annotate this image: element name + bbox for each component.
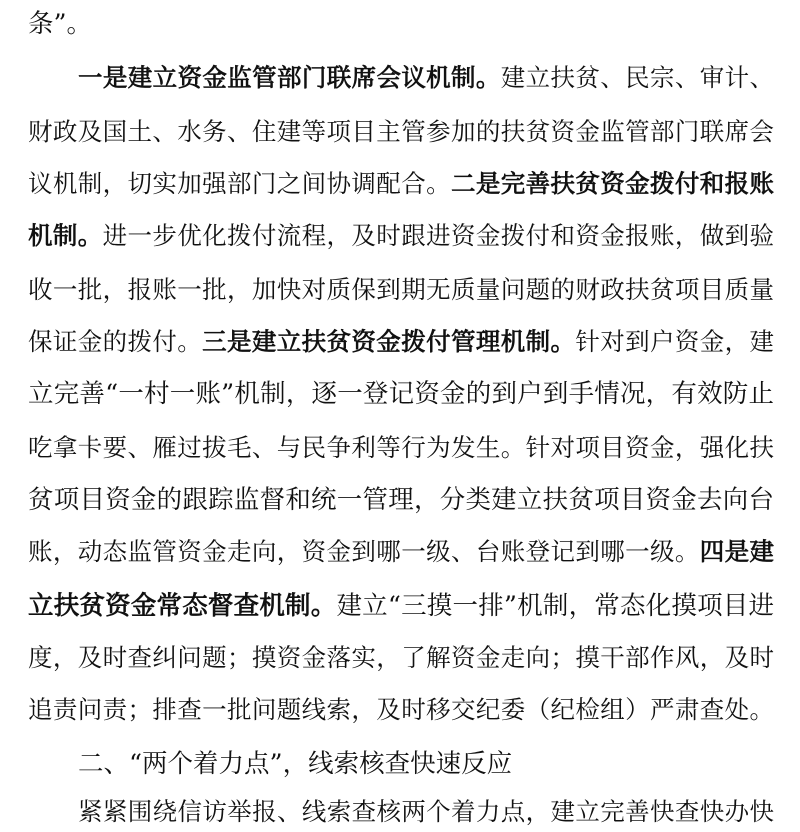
text-run: 条”。 — [28, 9, 93, 39]
text-line-4 — [28, 164, 774, 204]
text-run: 追责问责；排查一批问题线索，及时移交纪委（纪检组）严肃查处。 — [28, 695, 774, 724]
bold-heading-run: 二是完善扶贫资金拨付和报账 — [450, 169, 775, 198]
text-line-5 — [28, 216, 774, 256]
text-run: 紧紧围绕信访举报、线索查核两个着力点，建立完善快查快办快 — [78, 797, 774, 826]
text-line-3 — [28, 112, 774, 152]
text-line-9 — [28, 428, 774, 468]
text-run: 建立扶贫、民宗、审计、 — [500, 63, 774, 92]
bold-heading-run: 四是建 — [699, 537, 775, 566]
text-run: 度，及时查纠问题；摸资金落实，了解资金走向；摸干部作风，及时 — [28, 643, 774, 672]
text-run: 进一步优化拨付流程，及时跟进资金拨付和资金报账，做到验 — [102, 221, 774, 250]
text-run: 建立“三摸一排”机制，常态化摸项目进 — [336, 591, 774, 621]
bold-heading-run: 立扶贫资金常态督查机制。 — [28, 591, 337, 621]
text-run: 吃拿卡要、雁过拔毛、与民争利等行为发生。针对项目资金，强化扶 — [28, 433, 774, 462]
text-run: 议机制，切实加强部门之间协调配合。 — [28, 169, 451, 198]
text-line-13 — [28, 638, 774, 678]
text-line-8 — [28, 374, 774, 414]
text-line-1 — [28, 4, 774, 44]
text-run: 针对到户资金，建 — [575, 327, 775, 356]
text-run: 账，动态监管资金走向，资金到哪一级、台账登记到哪一级。 — [28, 537, 700, 566]
text-run: 保证金的拨付。 — [28, 327, 203, 356]
text-run: 财政及国土、水务、住建等项目主管参加的扶贫资金监管部门联席会 — [28, 117, 774, 146]
text-line-12 — [28, 586, 774, 626]
text-run: 立完善“一村一账”机制，逐一登记资金的到户到手情况，有效防止 — [28, 379, 774, 409]
text-line-6 — [28, 270, 774, 310]
bold-heading-run: 一是建立资金监管部门联席会议机制。 — [78, 63, 501, 92]
text-line-2 — [78, 58, 774, 98]
bold-heading-run: 三是建立扶贫资金拨付管理机制。 — [202, 327, 576, 356]
text-line-10 — [28, 480, 774, 520]
text-run: 收一批，报账一批，加快对质保到期无质量问题的财政扶贫项目质量 — [28, 275, 774, 304]
text-line-7 — [28, 322, 774, 362]
text-line-11 — [28, 532, 774, 572]
text-line-16 — [78, 792, 774, 832]
text-run: 二、“两个着力点”，线索核查快速反应 — [78, 749, 513, 779]
text-line-14 — [28, 690, 774, 730]
bold-heading-run: 机制。 — [28, 221, 103, 250]
section-heading — [78, 744, 774, 784]
text-run: 贫项目资金的跟踪监督和统一管理，分类建立扶贫项目资金去向台 — [28, 485, 774, 515]
